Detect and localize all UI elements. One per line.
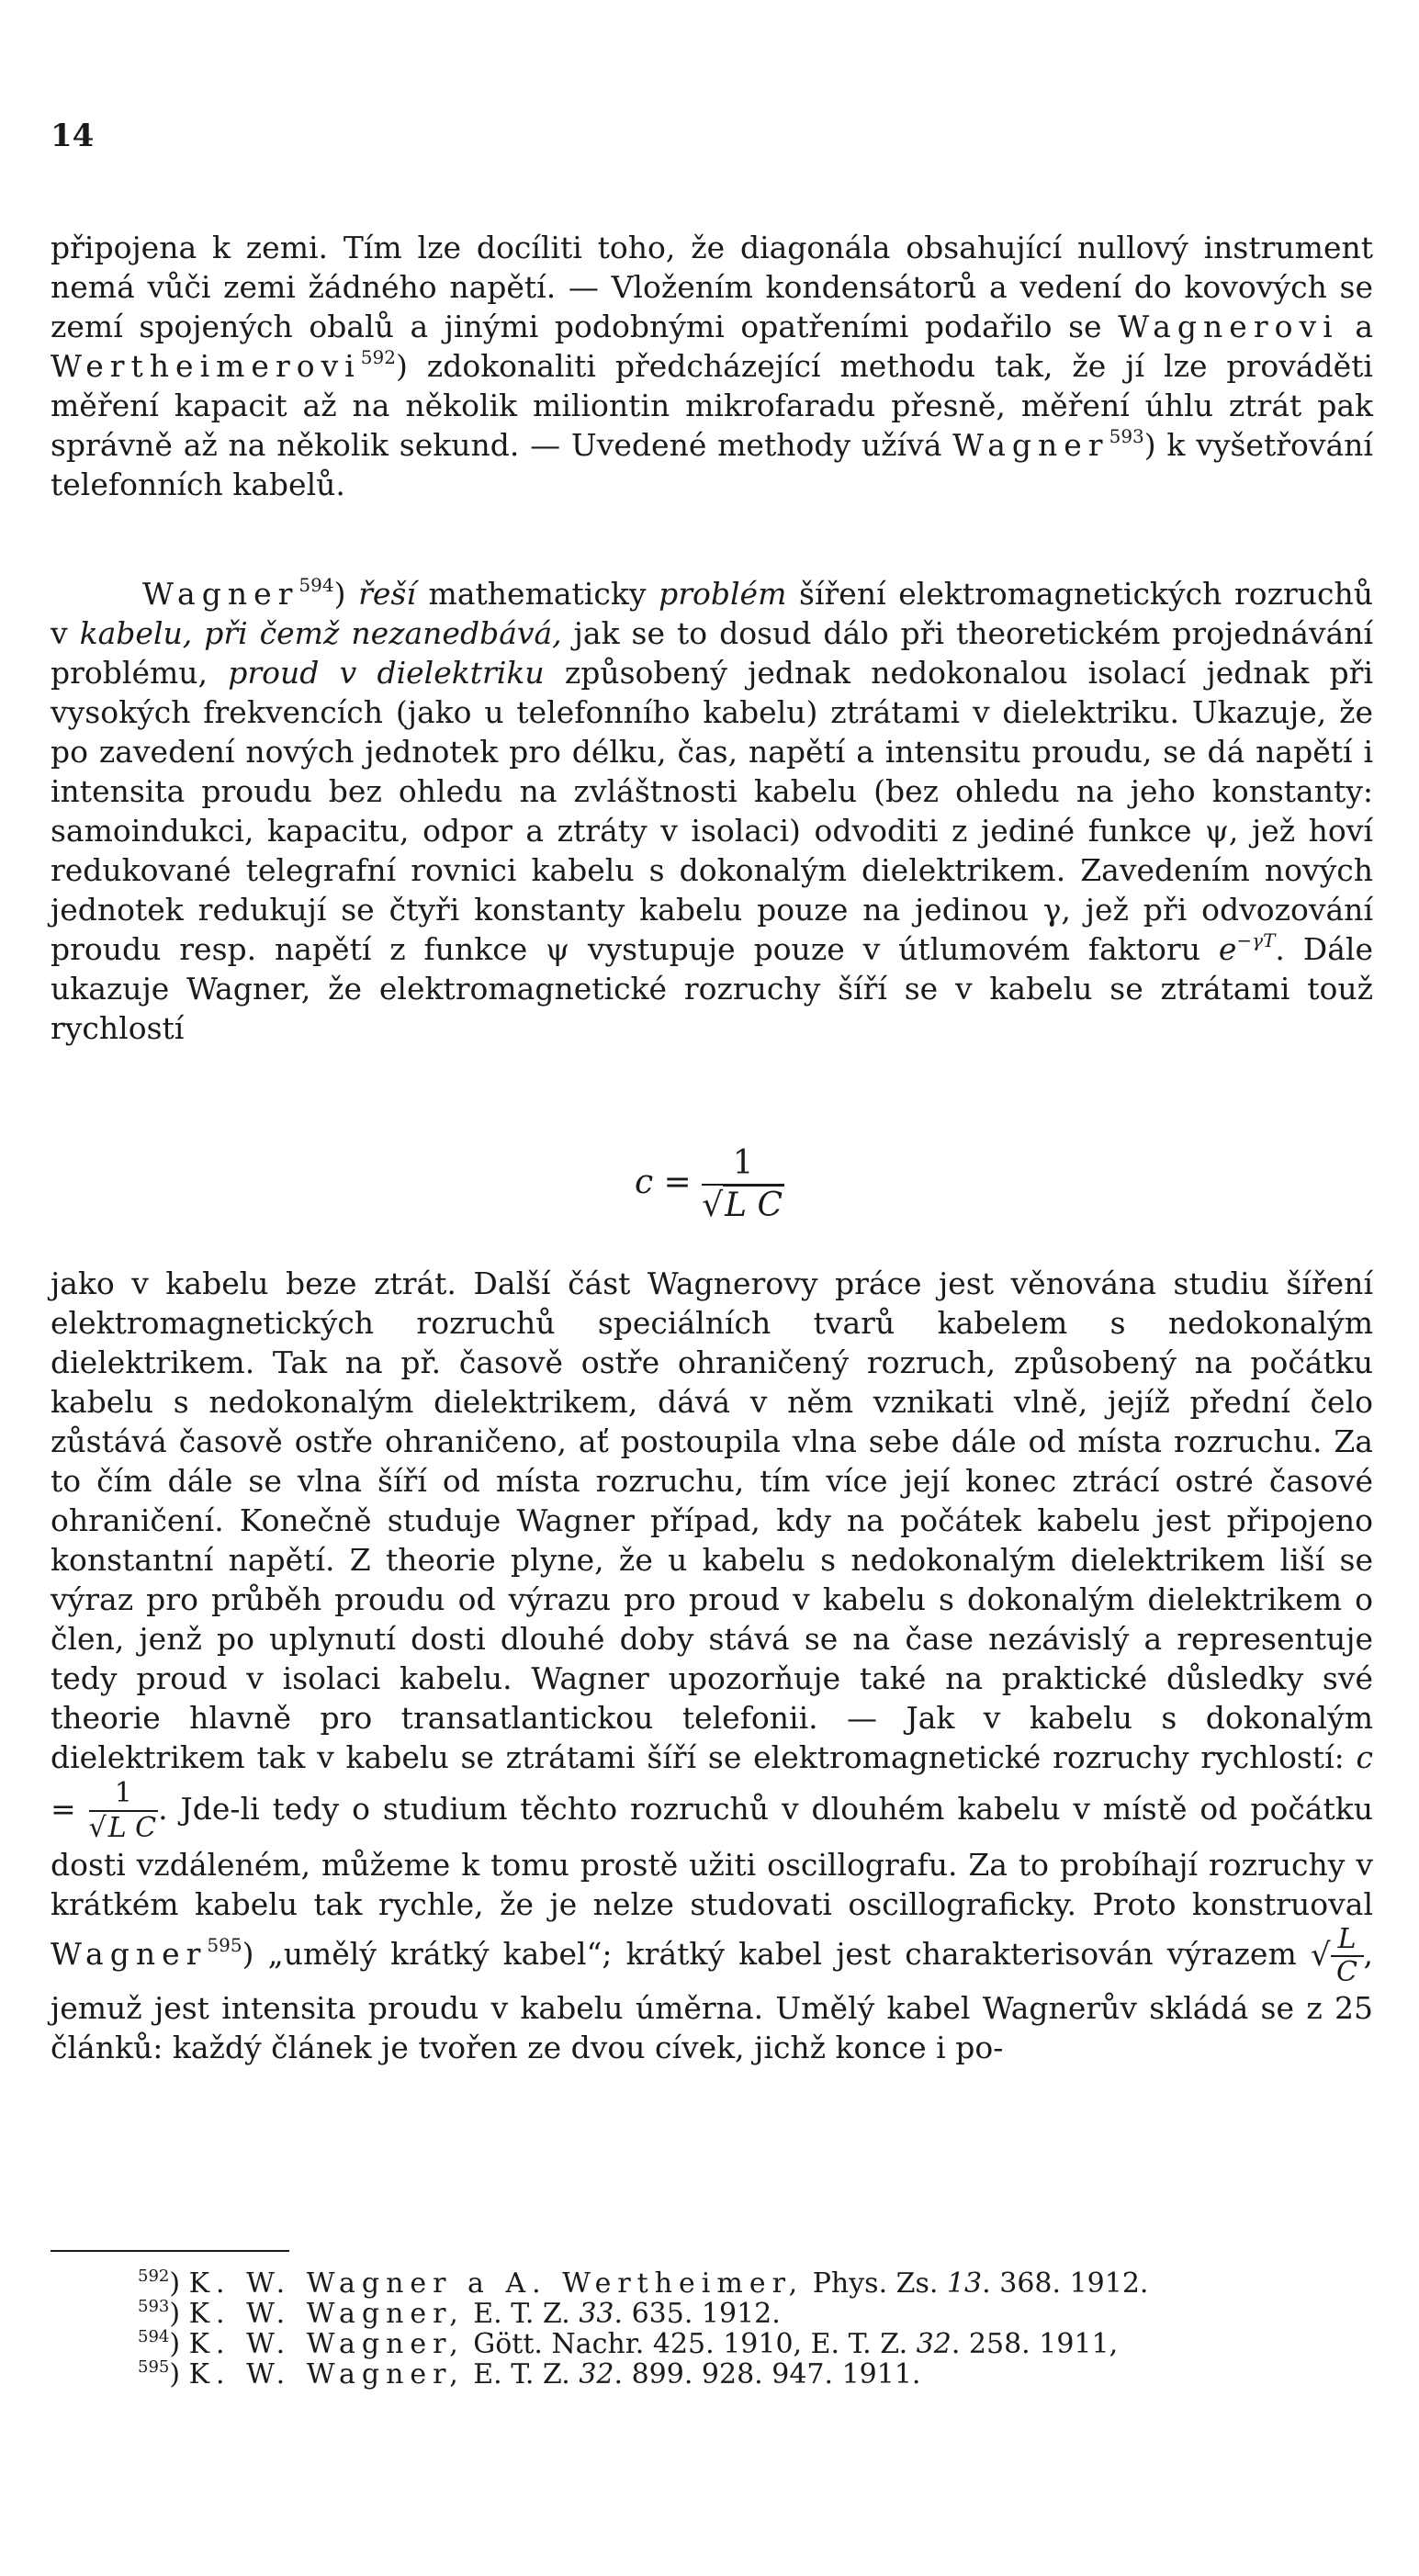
footnote-item: $^{594}$) K. W. Wagner, Gött. Nachr. 425. 1910, E. T. Z. 32. 258. 1911, bbox=[138, 2327, 1119, 2360]
author-name: Wagnerovi bbox=[1118, 309, 1339, 344]
text-run: způsobený jednak nedokonalou isolací jednak při vysokých frekvencích (jako u telefonního kabelu) ztrátami v dielektriku. Ukazuje, že po zavedení nových jednotek pro délku, čas, napětí a intensitu proudu, se dá napětí i intensita proudu bez ohledu na zvláštnosti kabelu (bez ohledu na jeho konstanty: samoindukci, kapacitu, odpor a ztráty v isolaci) odvoditi z jediné funkce ψ, jež hoví redukované telegrafní rovnici kabelu s dokonalým dielektrikem. Zavedením nových jednotek redukují se čtyři konstanty kabelu pouze na jedinou γ, jež při odvozování proudu resp. napětí z funkce ψ vystupuje pouze v útlumovém faktoru bbox=[51, 655, 1373, 967]
damping-factor: $e^{-\gamma T}$ bbox=[1218, 929, 1276, 967]
formula-denominator bbox=[702, 1186, 784, 1226]
inline-formula-lhs: c = bbox=[51, 1739, 1373, 1827]
text-run: šíření elektromagnetických rozruchů v bbox=[51, 576, 1373, 651]
text-run: ) k vyšetřování telefonních kabelů. bbox=[51, 427, 1373, 502]
author-name: Wagner bbox=[142, 576, 299, 612]
root-sign: √ bbox=[702, 1187, 724, 1224]
paragraph-2 bbox=[51, 574, 1373, 1048]
radicand: L C bbox=[725, 1187, 783, 1224]
author-name: Wertheimerovi bbox=[51, 348, 361, 384]
paragraph-1 bbox=[51, 228, 1373, 504]
footnotes bbox=[138, 2268, 1378, 2390]
author-name: Wagner bbox=[51, 1936, 208, 1972]
formula-fraction bbox=[702, 1143, 784, 1226]
velocity-formula bbox=[0, 1143, 1419, 1226]
text-run: ) zdokonaliti předcházející methodu tak, že jí lze prováděti měření kapacit až na několik miliontin mikrofaradu přesně, měření úhlu ztrát pak správně až na několik sekund. — Uvedené methody užívá bbox=[51, 348, 1373, 463]
author-name: Wagner bbox=[952, 427, 1109, 463]
expr-numerator: L bbox=[1331, 1924, 1364, 1957]
paragraph-3 bbox=[51, 1264, 1373, 2067]
footnote-item: $^{595}$) K. W. Wagner, E. T. Z. 32. 899. 928. 947. 1911. bbox=[138, 2357, 921, 2390]
text-run: ) „umělý krátký kabel“; krátký kabel jest charakterisován výrazem bbox=[242, 1936, 1311, 1972]
footnote-item: $^{593}$) K. W. Wagner, E. T. Z. 33. 635. 1912. bbox=[138, 2297, 781, 2330]
footnote-ref[interactable]: 594 bbox=[298, 574, 334, 596]
characteristic-expression: √ bbox=[1310, 1937, 1331, 1974]
text-run: , jemuž jest intensita proudu v kabelu úměrna. Umělý kabel Wagnerův skládá se z 25 článků: každý článek je tvořen ze dvou cívek, jichž konce i po- bbox=[51, 1936, 1373, 2065]
text-run: připojena k zemi. Tím lze docíliti toho, že diagonála obsahující nullový instrument nemá vůči zemi žádného napětí. — Vložením kondensátorů a vedení do kovových se zemí spojených obalů a jinými podobnými opatřeními podařilo se bbox=[51, 230, 1373, 344]
text-run: jak se to dosud dálo při theoretickém projednávání problému, bbox=[51, 615, 1374, 691]
emphasis: kabelu, při čemž nezanedbává, bbox=[79, 615, 562, 651]
emphasis: problém bbox=[659, 576, 787, 612]
emphasis: řeší bbox=[358, 576, 416, 612]
footnote-ref[interactable]: 593 bbox=[1109, 425, 1144, 447]
text-run: jako v kabelu beze ztrát. Další část Wagnerovy práce jest věnována studiu šíření elektromagnetických rozruchů speciálních tvarů kabelem s nedokonalým dielektrikem. Tak na př. časově ostře ohraničený rozruch, způsobený na počátku kabelu s nedokonalým dielektrikem, dává v něm vznikati vlně, jejíž přední čelo zůstává časově ostře ohraničeno, ať postoupila vlna sebe dále od místa rozruchu. Za to čím dále se vlna šíří od místa rozruchu, tím více její konec ztrácí ostré časové ohraničení. Konečně studuje Wagner případ, kdy na počátek kabelu jest připojeno konstantní napětí. Z theorie plyne, že u kabelu s nedokonalým dielektrikem liší se výraz pro průběh proudu od výrazu pro proud v kabelu s dokonalým dielektrikem o člen, jenž po uplynutí dosti dlouhé doby stává se na čase nezávislý a representuje tedy proud v isolaci kabelu. Wagner upozorňuje také na praktické důsledky své theorie hlavně pro transatlantickou telefonii. — Jak v kabelu s dokonalým dielektrikem tak v kabelu se ztrátami šíří se elektromagnetické rozruchy rychlostí: bbox=[51, 1266, 1373, 1775]
text-run: mathematicky bbox=[415, 576, 659, 612]
footnote-ref[interactable]: 595 bbox=[207, 1934, 242, 1956]
emphasis: proud v dielektriku bbox=[228, 655, 545, 691]
expr-denominator: C bbox=[1336, 1956, 1358, 1988]
text-run: . Dále ukazuje Wagner, že elektromagnetické rozruchy šíří se v kabelu se ztrátami touž rychlostí bbox=[51, 931, 1373, 1046]
inline-fraction bbox=[89, 1777, 159, 1845]
inline-numerator: 1 bbox=[89, 1777, 159, 1812]
sqrt-fraction bbox=[1331, 1924, 1364, 1988]
footnote-ref[interactable]: 592 bbox=[360, 346, 396, 368]
page-number: 14 bbox=[51, 118, 95, 154]
footnote-item: $^{592}$) K. W. Wagner a A. Wertheimer, Phys. Zs. 13. 368. 1912. bbox=[138, 2267, 1149, 2300]
text-run: a bbox=[1338, 309, 1373, 344]
text-run: . Jde-li tedy o studium těchto rozruchů v dlouhém kabelu v místě od počátku dosti vzdáleném, můžeme k tomu prostě užiti oscillografu. Za to probíhají rozruchy v krátkém kabelu tak rychle, že je nelze studovati oscillograficky. Proto konstruoval bbox=[51, 1791, 1373, 1922]
formula-numerator: 1 bbox=[702, 1143, 784, 1186]
inline-denominator: √L C bbox=[88, 1812, 157, 1844]
formula-lhs: c = bbox=[634, 1164, 692, 1201]
text-run: ) bbox=[333, 576, 359, 612]
footnote-divider bbox=[51, 2250, 289, 2252]
